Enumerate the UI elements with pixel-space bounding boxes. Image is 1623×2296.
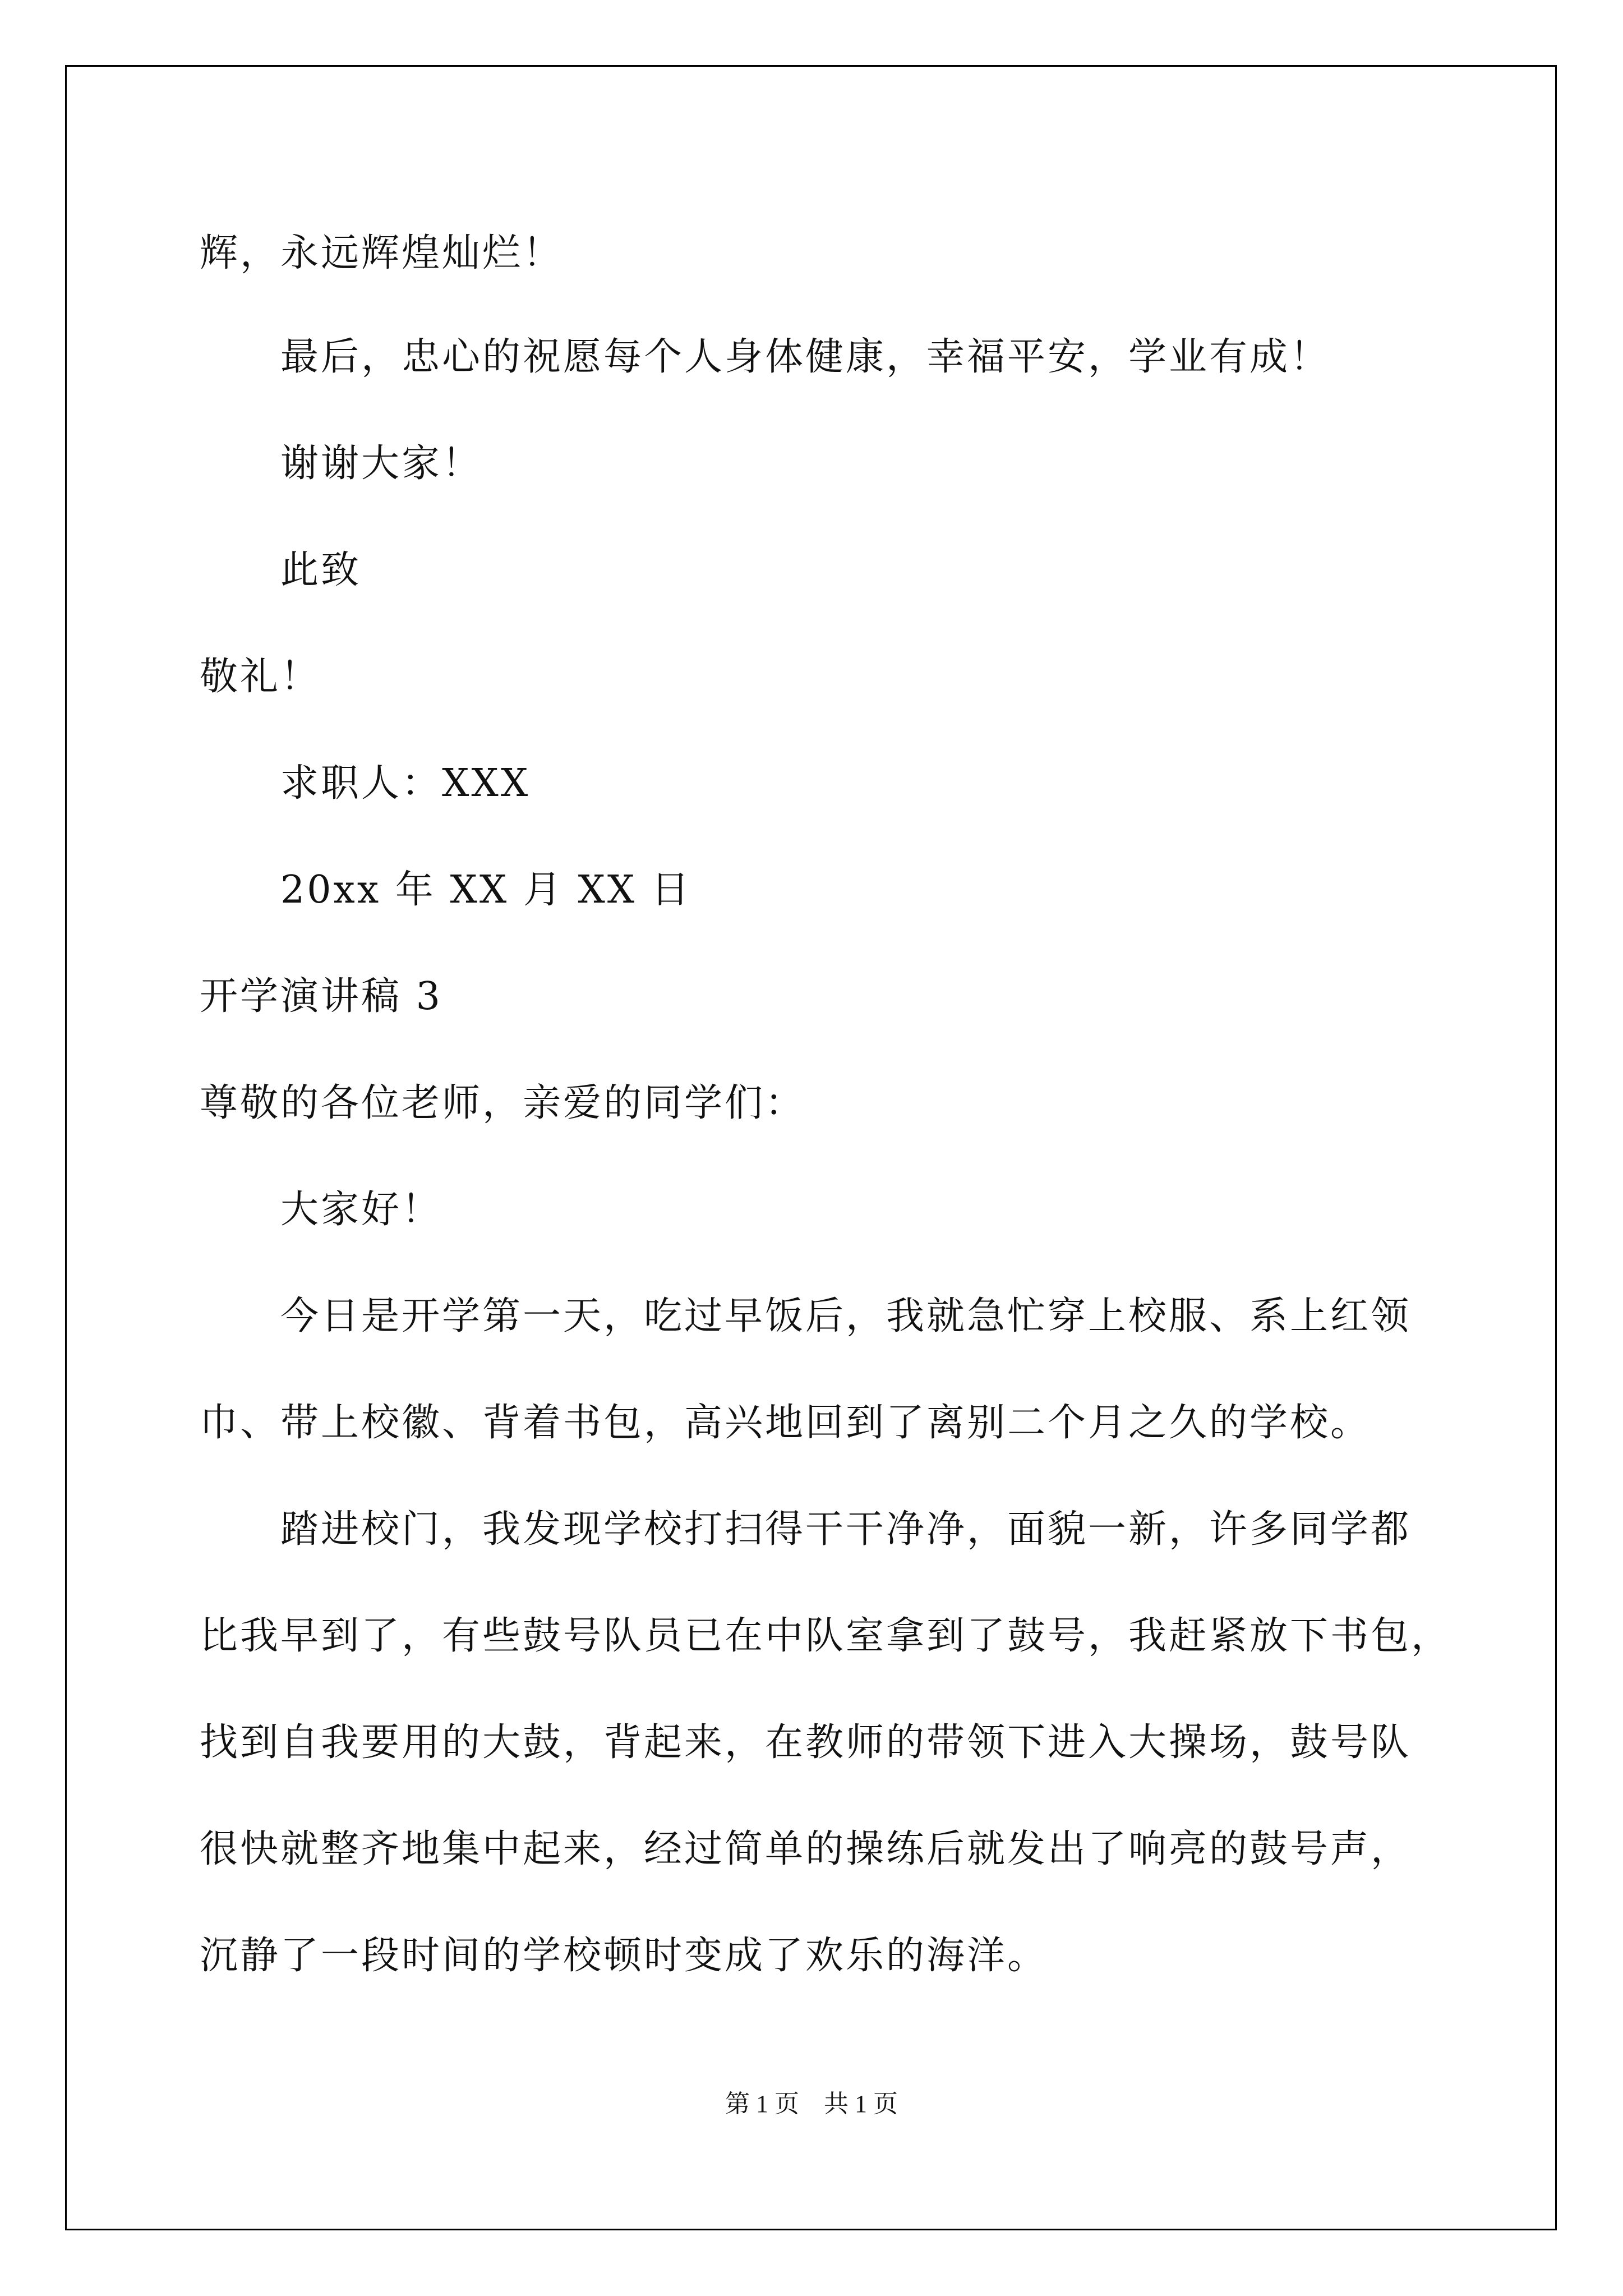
greeting-line: 大家好！: [280, 1188, 442, 1232]
paragraph-line: 今日是开学第一天，吃过早饭后，我就急忙穿上校服、系上红领: [280, 1294, 1412, 1338]
paragraph-line: 此致: [280, 548, 362, 592]
paragraph-line: 谢谢大家！: [280, 441, 483, 486]
closing-line: 敬礼！: [200, 655, 321, 699]
paragraph-line: 沉静了一段时间的学校顿时变成了欢乐的海洋。: [200, 1934, 1048, 1978]
paragraph-line: 踏进校门，我发现学校打扫得干干净净，面貌一新，许多同学都: [280, 1507, 1412, 1552]
page-border: [65, 65, 1557, 2230]
paragraph-line: 很快就整齐地集中起来，经过简单的操练后就发出了响亮的鼓号声，: [200, 1827, 1412, 1871]
signature-line: 求职人：XXX: [280, 761, 531, 806]
paragraph-line: 找到自我要用的大鼓，背起来，在教师的带领下进入大操场，鼓号队: [200, 1720, 1412, 1765]
paragraph-line: 巾、带上校徽、背着书包，高兴地回到了离别二个月之久的学校。: [200, 1401, 1371, 1445]
paragraph-line: 最后，忠心的祝愿每个人身体健康，幸福平安，学业有成！: [280, 335, 1331, 379]
paragraph-line: 辉，永远辉煌灿烂！: [200, 231, 564, 275]
salutation-line: 尊敬的各位老师，亲爱的同学们：: [200, 1081, 806, 1125]
paragraph-line: 比我早到了，有些鼓号队员已在中队室拿到了鼓号，我赶紧放下书包，: [200, 1614, 1452, 1658]
page-number-footer: 第 1 页 共 1 页: [725, 2090, 898, 2118]
section-title: 开学演讲稿 3: [200, 974, 442, 1019]
date-line: 20xx 年 XX 月 XX 日: [280, 868, 691, 912]
